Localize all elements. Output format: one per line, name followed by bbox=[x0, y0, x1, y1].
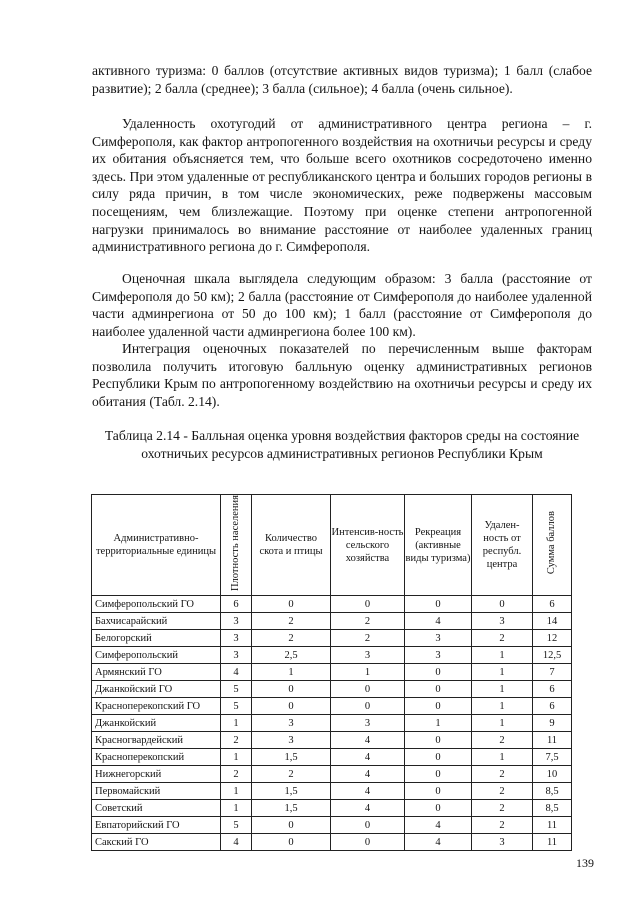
table-cell: 0 bbox=[252, 834, 331, 851]
row-unit-name: Симферопольский ГО bbox=[92, 596, 221, 613]
table-cell: 2 bbox=[472, 732, 533, 749]
row-unit-name: Белогорский bbox=[92, 630, 221, 647]
table-row bbox=[92, 613, 572, 630]
table-cell: 14 bbox=[533, 613, 572, 630]
table-cell: 12,5 bbox=[533, 647, 572, 664]
table-row bbox=[92, 783, 572, 800]
table-cell: 2 bbox=[221, 766, 252, 783]
table-cell: 0 bbox=[405, 596, 472, 613]
header-agriculture: Интенсив-ность сельского хозяйства bbox=[331, 495, 405, 596]
table-cell: 9 bbox=[533, 715, 572, 732]
table-cell: 3 bbox=[331, 715, 405, 732]
table-cell: 2 bbox=[472, 630, 533, 647]
table-cell: 8,5 bbox=[533, 783, 572, 800]
table-row bbox=[92, 732, 572, 749]
table-cell: 1 bbox=[221, 783, 252, 800]
table-cell: 3 bbox=[472, 613, 533, 630]
table-row bbox=[92, 834, 572, 851]
table-cell: 3 bbox=[221, 647, 252, 664]
row-unit-name: Первомайский bbox=[92, 783, 221, 800]
table-cell: 0 bbox=[405, 664, 472, 681]
table-row bbox=[92, 630, 572, 647]
table-cell: 1 bbox=[472, 647, 533, 664]
table-cell: 3 bbox=[405, 630, 472, 647]
table-cell: 2 bbox=[331, 630, 405, 647]
table-cell: 1,5 bbox=[252, 783, 331, 800]
table-cell: 0 bbox=[331, 817, 405, 834]
table-cell: 7 bbox=[533, 664, 572, 681]
row-unit-name: Джанкойский ГО bbox=[92, 681, 221, 698]
table-cell: 2 bbox=[252, 613, 331, 630]
table-cell: 2 bbox=[252, 630, 331, 647]
table-cell: 3 bbox=[252, 732, 331, 749]
row-unit-name: Армянский ГО bbox=[92, 664, 221, 681]
table-cell: 2 bbox=[472, 783, 533, 800]
row-unit-name: Евпаторийский ГО bbox=[92, 817, 221, 834]
table-cell: 0 bbox=[405, 698, 472, 715]
table-cell: 3 bbox=[221, 613, 252, 630]
row-unit-name: Бахчисарайский bbox=[92, 613, 221, 630]
paragraph-integration: Интеграция оценочных показателей по перечисленным выше факторам позволила получить итоговую балльную оценку административных регионов Республики Крым по антропогенному воздействию на охотничьи ресурсы и среду их обитания (Табл. 2.14). bbox=[92, 341, 592, 409]
table-cell: 2 bbox=[472, 800, 533, 817]
table-cell: 3 bbox=[331, 647, 405, 664]
table-row bbox=[92, 647, 572, 664]
table-cell: 1 bbox=[252, 664, 331, 681]
header-livestock: Количество скота и птицы bbox=[252, 495, 331, 596]
table-cell: 2 bbox=[331, 613, 405, 630]
table-cell: 0 bbox=[405, 681, 472, 698]
header-total: Сумма баллов bbox=[533, 495, 572, 596]
table-row bbox=[92, 698, 572, 715]
table-body bbox=[92, 596, 572, 851]
table-cell: 4 bbox=[405, 834, 472, 851]
table-cell: 0 bbox=[405, 800, 472, 817]
table-cell: 2 bbox=[252, 766, 331, 783]
table-cell: 2 bbox=[472, 766, 533, 783]
table-cell: 3 bbox=[221, 630, 252, 647]
paragraph-tourism-scale: активного туризма: 0 баллов (отсутствие активных видов туризма); 1 балл (слабое развитие); 2 балла (среднее); 3 балла (сильное); 4 балла (очень сильное). bbox=[92, 63, 592, 96]
table-row bbox=[92, 800, 572, 817]
table-cell: 2 bbox=[221, 732, 252, 749]
row-unit-name: Красноперекопский bbox=[92, 749, 221, 766]
table-cell: 0 bbox=[252, 698, 331, 715]
table-cell: 0 bbox=[405, 732, 472, 749]
table-cell: 4 bbox=[221, 834, 252, 851]
table-cell: 1 bbox=[221, 800, 252, 817]
table-cell: 10 bbox=[533, 766, 572, 783]
table-cell: 7,5 bbox=[533, 749, 572, 766]
paragraph-remoteness: Удаленность охотугодий от административного центра региона – г. Симферополя, как фактор антропогенного воздействия на охотничьи ресурсы и среду их обитания объясняется тем, что больше всего охотников сосредоточено именно здесь. При этом удаленные от республиканского центра и больших городов регионы в силу ряда причин, в том числе экономических, реже подвержены массовым посещениям, чем близлежащие. Поэтому при оценке степени антропогенной нагрузки принималось во внимание расстояние от наиболее удаленных границ административного региона до г. Симферополя. bbox=[92, 116, 592, 255]
table-cell: 1 bbox=[472, 698, 533, 715]
table-cell: 4 bbox=[331, 732, 405, 749]
table-cell: 11 bbox=[533, 834, 572, 851]
row-unit-name: Красногвардейский bbox=[92, 732, 221, 749]
table-cell: 0 bbox=[252, 817, 331, 834]
table-cell: 0 bbox=[331, 596, 405, 613]
page-number: 139 bbox=[576, 856, 594, 870]
table-cell: 1 bbox=[221, 715, 252, 732]
header-unit: Административно-территориальные единицы bbox=[92, 495, 221, 596]
header-density: Плотность населения bbox=[221, 495, 252, 596]
table-cell: 4 bbox=[221, 664, 252, 681]
table-cell: 1 bbox=[472, 664, 533, 681]
table-cell: 1 bbox=[331, 664, 405, 681]
row-unit-name: Красноперекопский ГО bbox=[92, 698, 221, 715]
table-cell: 4 bbox=[331, 766, 405, 783]
table-cell: 0 bbox=[331, 698, 405, 715]
table-cell: 12 bbox=[533, 630, 572, 647]
table-cell: 6 bbox=[533, 698, 572, 715]
table-cell: 6 bbox=[533, 681, 572, 698]
table-cell: 4 bbox=[331, 783, 405, 800]
table-cell: 4 bbox=[405, 817, 472, 834]
table-cell: 0 bbox=[405, 783, 472, 800]
table-cell: 3 bbox=[252, 715, 331, 732]
table-row bbox=[92, 596, 572, 613]
table-cell: 8,5 bbox=[533, 800, 572, 817]
score-table bbox=[91, 494, 572, 851]
table-cell: 1,5 bbox=[252, 749, 331, 766]
table-row bbox=[92, 715, 572, 732]
table-cell: 2 bbox=[472, 817, 533, 834]
table-cell: 6 bbox=[533, 596, 572, 613]
table-cell: 6 bbox=[221, 596, 252, 613]
row-unit-name: Сакский ГО bbox=[92, 834, 221, 851]
table-row bbox=[92, 817, 572, 834]
table-cell: 4 bbox=[405, 613, 472, 630]
table-cell: 0 bbox=[331, 681, 405, 698]
table-cell: 11 bbox=[533, 817, 572, 834]
table-cell: 3 bbox=[405, 647, 472, 664]
table-cell: 4 bbox=[331, 749, 405, 766]
table-cell: 1 bbox=[405, 715, 472, 732]
table-cell: 0 bbox=[252, 681, 331, 698]
table-cell: 1 bbox=[472, 749, 533, 766]
row-unit-name: Советский bbox=[92, 800, 221, 817]
header-remoteness: Удален-ность от республ. центра bbox=[472, 495, 533, 596]
table-cell: 4 bbox=[331, 800, 405, 817]
table-cell: 5 bbox=[221, 681, 252, 698]
table-cell: 0 bbox=[472, 596, 533, 613]
table-cell: 1 bbox=[221, 749, 252, 766]
table-cell: 11 bbox=[533, 732, 572, 749]
row-unit-name: Симферопольский bbox=[92, 647, 221, 664]
table-row bbox=[92, 749, 572, 766]
header-recreation: Рекреация (активные виды туризма) bbox=[405, 495, 472, 596]
table-cell: 2,5 bbox=[252, 647, 331, 664]
table-row bbox=[92, 681, 572, 698]
table-cell: 5 bbox=[221, 698, 252, 715]
table-cell: 1 bbox=[472, 681, 533, 698]
table-header-row bbox=[92, 495, 572, 596]
table-cell: 0 bbox=[331, 834, 405, 851]
table-cell: 0 bbox=[252, 596, 331, 613]
table-caption: Таблица 2.14 - Балльная оценка уровня воздействия факторов среды на состояние охотничьих ресурсов административных регионов Республики Крым bbox=[104, 428, 580, 461]
paragraph-score-scale: Оценочная шкала выглядела следующим образом: 3 балла (расстояние от Симферополя до 50 км); 2 балла (расстояние от Симферополя до наиболее удаленной части админрегиона от 50 до 100 км); 1 балл (расстояние от Симферополя до наиболее удаленной части админрегиона более 100 км). bbox=[92, 271, 592, 339]
table-cell: 5 bbox=[221, 817, 252, 834]
table-cell: 1,5 bbox=[252, 800, 331, 817]
table-cell: 0 bbox=[405, 749, 472, 766]
table-row bbox=[92, 664, 572, 681]
table-cell: 3 bbox=[472, 834, 533, 851]
row-unit-name: Нижнегорский bbox=[92, 766, 221, 783]
table-cell: 0 bbox=[405, 766, 472, 783]
table-row bbox=[92, 766, 572, 783]
row-unit-name: Джанкойский bbox=[92, 715, 221, 732]
table-cell: 1 bbox=[472, 715, 533, 732]
